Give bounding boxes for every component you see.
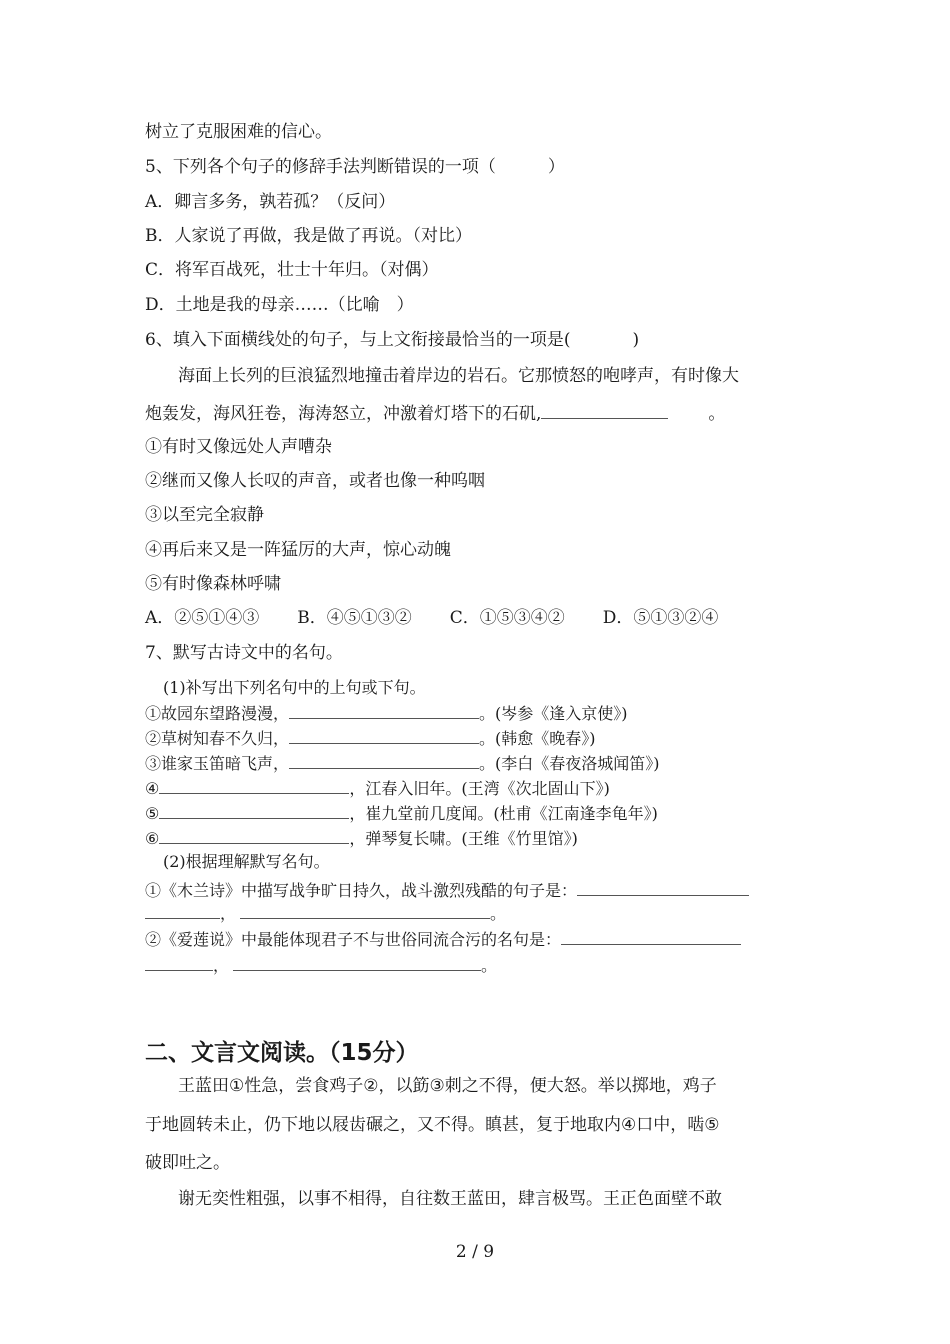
q7-part1-item-5 bbox=[145, 802, 658, 824]
verse-prefix: ④ bbox=[145, 779, 160, 798]
question-6-stem bbox=[145, 329, 639, 351]
q6-choices bbox=[145, 607, 756, 629]
classical-para-2-line-1: 谢无奕性粗强，以事不相得，自往数王蓝田，肆言极骂。王正色面壁不敢 bbox=[178, 1189, 722, 1209]
question-5-stem bbox=[145, 156, 565, 178]
fill-blank-line[interactable] bbox=[561, 928, 741, 945]
separator: ， bbox=[220, 904, 237, 923]
continuation-text: 树立了克服困难的信心。 bbox=[145, 122, 332, 142]
q5-option-a: A．卿言多务，孰若孤？（反问） bbox=[145, 192, 396, 212]
q6-passage-line-2 bbox=[145, 402, 725, 425]
period: 。 bbox=[481, 956, 498, 975]
classical-para-1-line-3: 破即吐之。 bbox=[145, 1153, 230, 1173]
verse-source: 。(李白《春夜洛城闻笛》) bbox=[479, 754, 660, 773]
q6-item-4: ④再后来又是一阵猛厉的大声，惊心动魄 bbox=[145, 540, 451, 560]
fill-blank-line[interactable] bbox=[159, 827, 349, 844]
period: 。 bbox=[490, 904, 507, 923]
q7-part2-title: (2)根据理解默写名句。 bbox=[163, 852, 330, 871]
q7-part1-item-3 bbox=[145, 752, 660, 774]
q6-item-1: ①有时又像远处人声嘈杂 bbox=[145, 437, 332, 457]
verse-source: 。(韩愈《晚春》) bbox=[479, 729, 596, 748]
q6-choice-b: B．④⑤①③② bbox=[297, 608, 412, 628]
verse-prefix: ①故园东望路漫漫， bbox=[145, 704, 290, 723]
q6-item-2: ②继而又像人长叹的声音，或者也像一种呜咽 bbox=[145, 471, 485, 491]
fill-blank-line[interactable] bbox=[289, 702, 479, 719]
page-number: 2 / 9 bbox=[455, 1242, 495, 1262]
q7-part2-item-1-cont bbox=[145, 902, 506, 924]
verse-source: ，江春入旧年。(王湾《次北固山下》) bbox=[349, 779, 610, 798]
separator: ， bbox=[213, 956, 230, 975]
verse-prefix: ⑤ bbox=[145, 804, 160, 823]
q7-part1-item-6 bbox=[145, 827, 578, 849]
fill-blank-line[interactable] bbox=[233, 954, 481, 971]
fill-blank-line[interactable] bbox=[541, 402, 668, 419]
q5-option-c: C．将军百战死，壮士十年归。（对偶） bbox=[145, 260, 439, 280]
verse-source: 。(岑参《逢入京使》) bbox=[479, 704, 628, 723]
fill-blank-line[interactable] bbox=[240, 902, 490, 919]
question-6-text: 6、填入下面横线处的句子，与上文衔接最恰当的一项是( bbox=[145, 330, 571, 350]
question-prompt: ②《爱莲说》中最能体现君子不与世俗同流合污的名句是： bbox=[145, 930, 562, 949]
classical-para-1-line-2: 于地圆转未止，仍下地以屐齿碾之，又不得。瞋甚，复于地取内④口中，啮⑤ bbox=[145, 1115, 720, 1135]
fill-blank-line[interactable] bbox=[145, 902, 220, 919]
section-2-heading: 二、文言文阅读。（15分） bbox=[145, 1040, 419, 1066]
q7-part1-item-4 bbox=[145, 777, 610, 799]
q5-option-b: B．人家说了再做，我是做了再说。（对比） bbox=[145, 226, 472, 246]
question-5-text: 5、下列各个句子的修辞手法判断错误的一项（ bbox=[145, 157, 496, 177]
q6-choice-d: D．⑤①③②④ bbox=[602, 608, 719, 628]
verse-prefix: ②草树知春不久归， bbox=[145, 729, 290, 748]
q6-passage-line-1: 海面上长列的巨浪猛烈地撞击着岸边的岩石。它那愤怒的咆哮声，有时像大 bbox=[178, 366, 739, 386]
q7-part1-title: (1)补写出下列名句中的上句或下句。 bbox=[163, 678, 426, 697]
q7-part2-item-2-cont bbox=[145, 954, 497, 976]
fill-blank-line[interactable] bbox=[145, 954, 213, 971]
verse-source: ，崔九堂前几度闻。(杜甫《江南逢李龟年》) bbox=[349, 804, 658, 823]
verse-prefix: ③谁家玉笛暗飞声， bbox=[145, 754, 290, 773]
q7-part1-item-2 bbox=[145, 727, 596, 749]
q5-option-d: D．土地是我的母亲……（比喻 ） bbox=[145, 295, 414, 315]
q6-item-5: ⑤有时像森林呼啸 bbox=[145, 574, 281, 594]
question-6-close: ) bbox=[632, 330, 640, 350]
q6-passage-end: 。 bbox=[708, 404, 726, 424]
verse-prefix: ⑥ bbox=[145, 829, 160, 848]
question-5-close: ） bbox=[547, 157, 565, 177]
classical-para-1-line-1: 王蓝田①性急，尝食鸡子②，以筯③刺之不得，便大怒。举以掷地，鸡子 bbox=[178, 1076, 717, 1096]
question-7-stem: 7、默写古诗文中的名句。 bbox=[145, 643, 343, 663]
fill-blank-line[interactable] bbox=[289, 752, 479, 769]
q7-part2-item-2 bbox=[145, 928, 741, 950]
q6-choice-c: C．①⑤③④② bbox=[449, 608, 565, 628]
q6-passage-text: 炮轰发，海风狂卷，海涛怒立，冲激着灯塔下的石矶, bbox=[145, 404, 542, 424]
q6-item-3: ③以至完全寂静 bbox=[145, 505, 264, 525]
fill-blank-line[interactable] bbox=[289, 727, 479, 744]
fill-blank-line[interactable] bbox=[159, 777, 349, 794]
fill-blank-line[interactable] bbox=[577, 879, 749, 896]
q6-choice-a: A．②⑤①④③ bbox=[145, 608, 260, 628]
q7-part1-item-1 bbox=[145, 702, 628, 724]
fill-blank-line[interactable] bbox=[159, 802, 349, 819]
question-prompt: ①《木兰诗》中描写战争旷日持久，战斗激烈残酷的句子是： bbox=[145, 881, 578, 900]
q7-part2-item-1 bbox=[145, 879, 749, 901]
verse-source: ，弹琴复长啸。(王维《竹里馆》) bbox=[349, 829, 578, 848]
